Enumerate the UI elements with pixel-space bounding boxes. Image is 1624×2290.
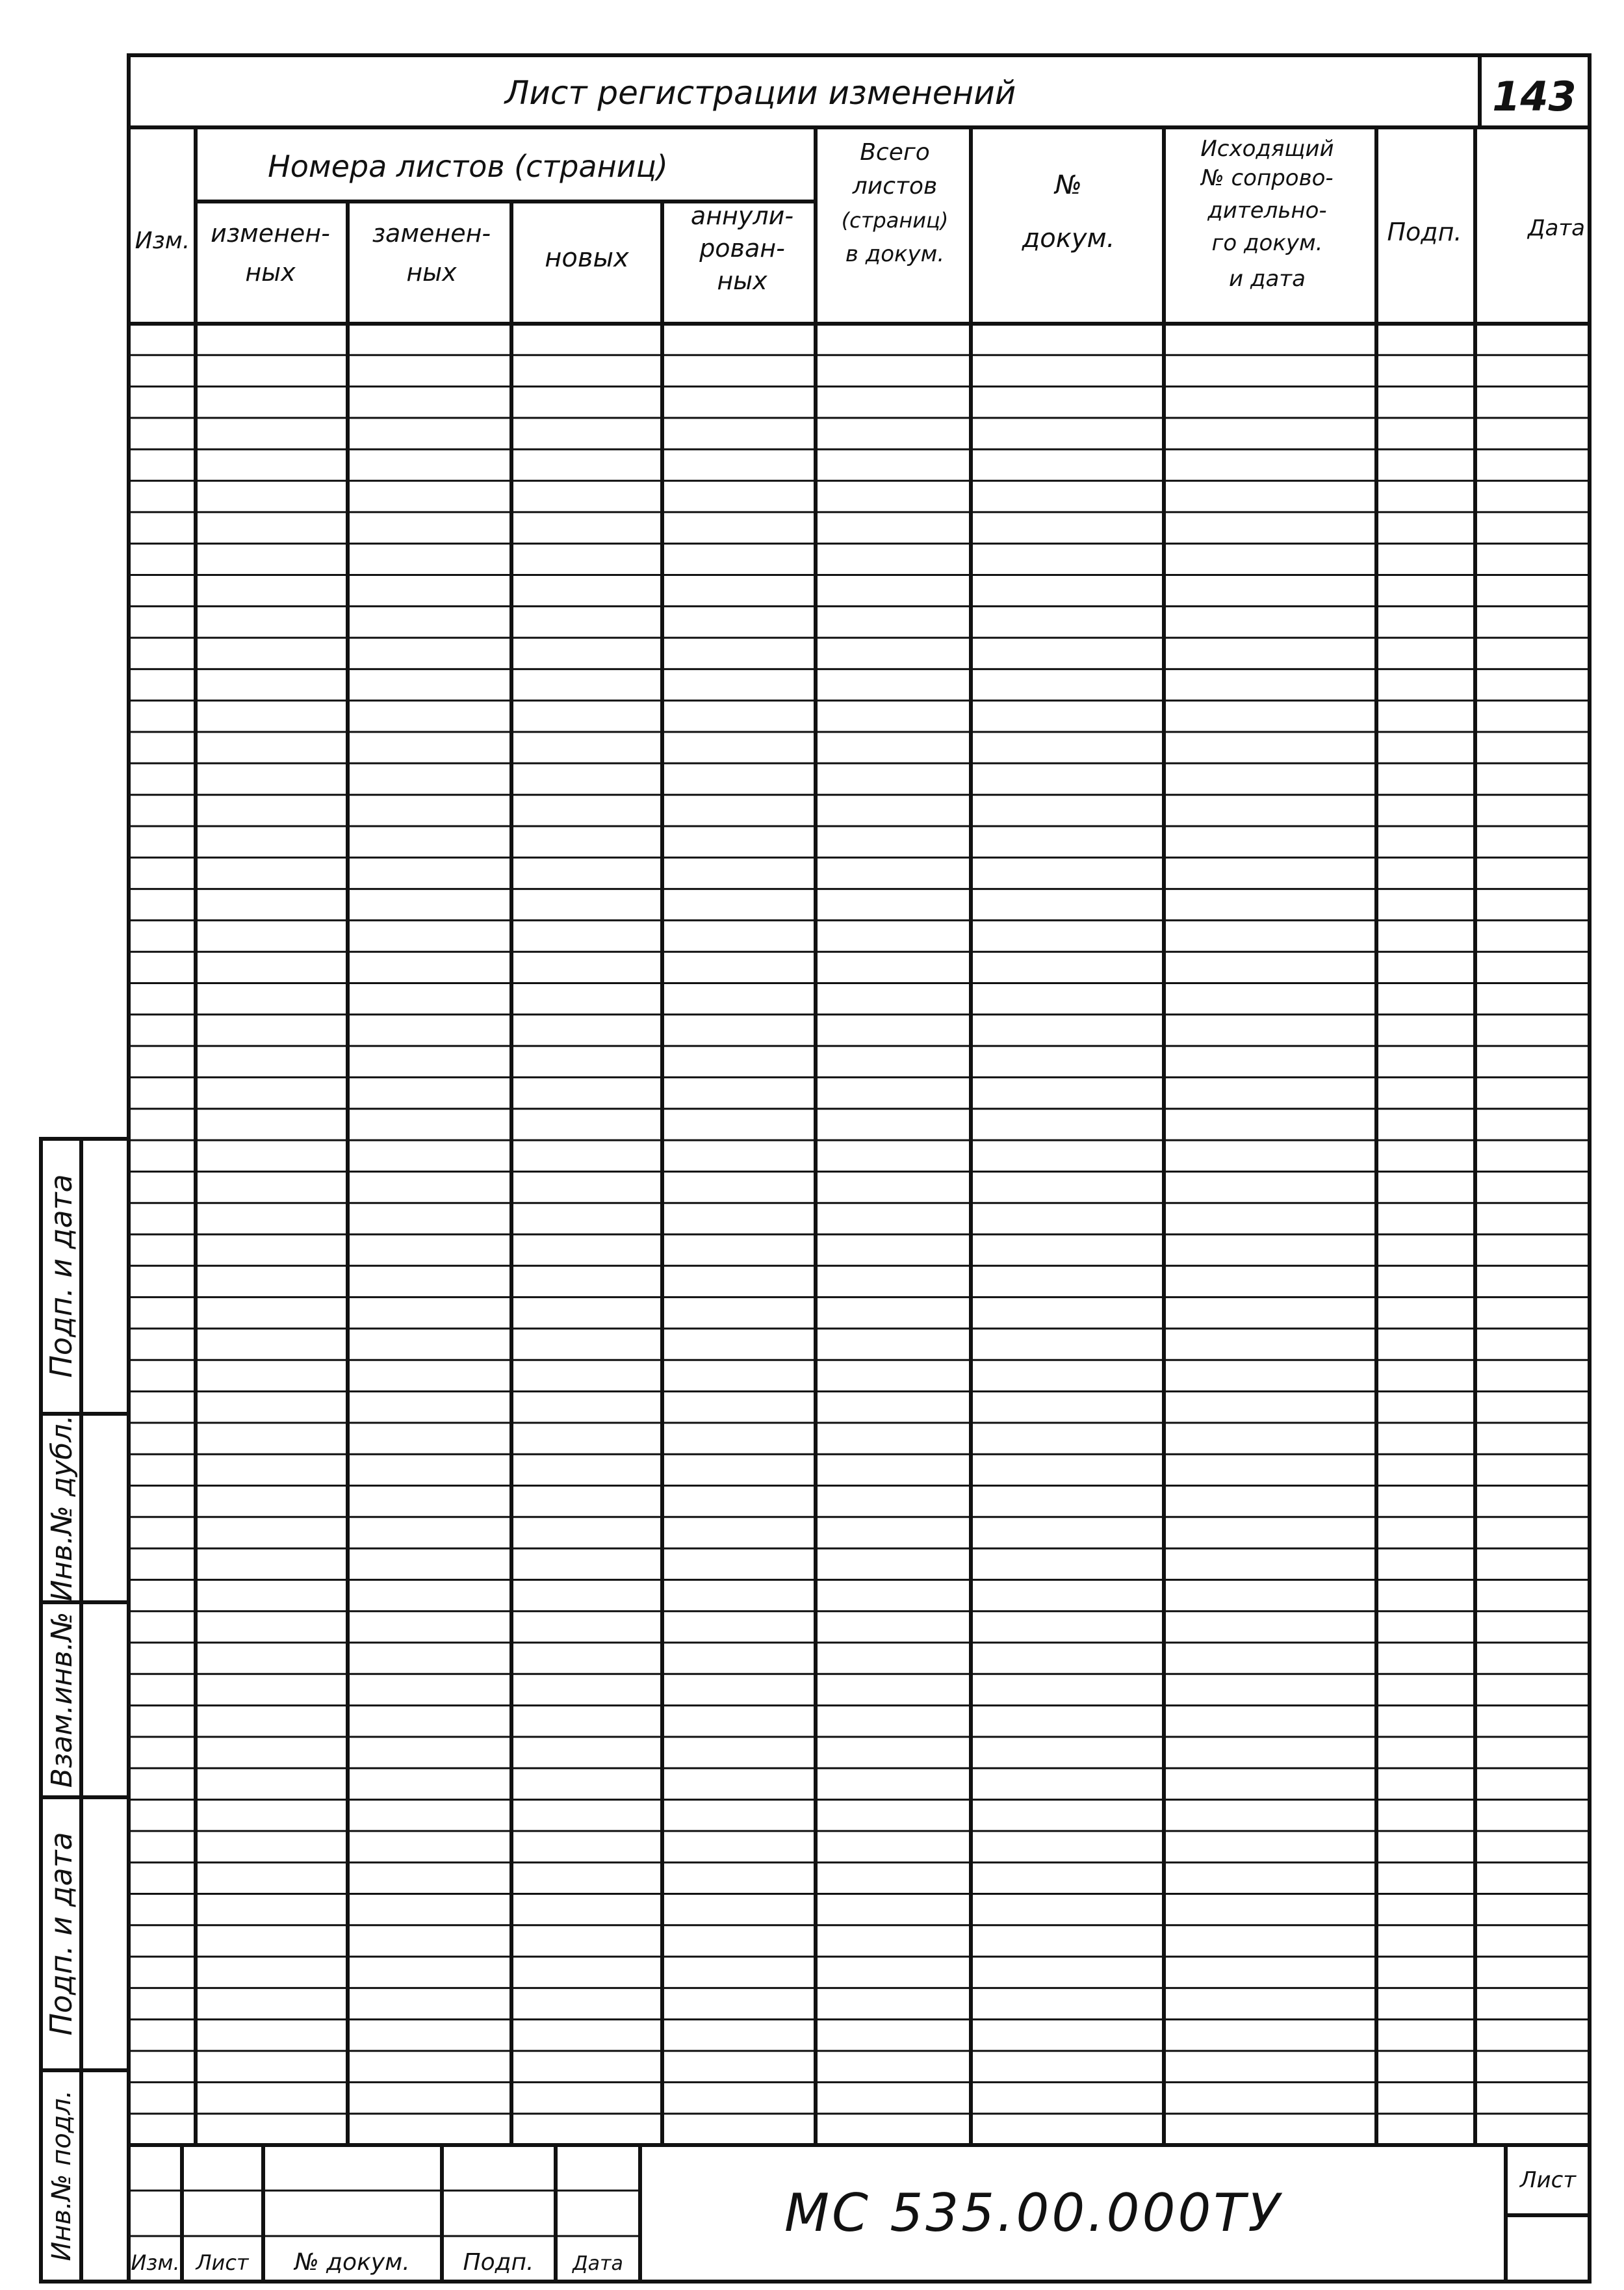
column-lines [196, 127, 1475, 2145]
side-stamp-inv-dubl: Инв.№ дубл. [45, 1414, 79, 1602]
side-stamp-podp-data-1: Подп. и дата [44, 1832, 79, 2036]
header-col-annulled-2: рован- [699, 234, 785, 263]
tb-label-data: Дата [573, 2252, 623, 2275]
page-number: 143 [1492, 73, 1577, 120]
header-col-new: новых [545, 243, 629, 273]
side-stamp-inv-podl: Инв.№ подл. [47, 2090, 77, 2261]
header-col-incoming-4: го докум. [1211, 230, 1323, 256]
tb-label-doc-num: № докум. [294, 2249, 410, 2276]
document-designation: МС 535.00.000ТУ [784, 2183, 1282, 2243]
tb-label-podp: Подп. [463, 2249, 534, 2276]
header-col-docnum-1: № [1055, 170, 1082, 200]
header-col-replaced-2: ных [406, 258, 457, 287]
header-col-docnum-2: докум. [1022, 224, 1115, 254]
header-group-label: Номера листов (страниц) [268, 149, 668, 184]
header-col-total-2: листов [852, 173, 938, 200]
header-col-incoming-5: и дата [1229, 266, 1306, 292]
header-col-date: Дата [1527, 215, 1586, 241]
side-stamp-vzam-inv: Взам.инв.№ [45, 1611, 79, 1788]
sheet-title: Лист регистрации изменений [504, 74, 1016, 112]
header-col-total-1: Всего [860, 139, 930, 166]
header-col-total-3: (страниц) [841, 208, 949, 233]
header-col-incoming-3: дительно- [1207, 198, 1327, 224]
tb-label-izm: Изм. [131, 2250, 180, 2275]
header-col-izm: Изм. [135, 228, 190, 254]
header-col-total-4: в докум. [845, 241, 945, 267]
header-col-incoming-1: Исходящий [1200, 136, 1334, 162]
title-block-rows [129, 2191, 640, 2236]
header-col-changed-1: изменен- [211, 219, 330, 248]
header-col-changed-2: ных [245, 258, 296, 287]
header-col-annulled-3: ных [717, 267, 767, 295]
sheet-label: Лист [1519, 2167, 1577, 2193]
header-col-sign: Подп. [1387, 218, 1462, 246]
header-col-annulled-1: аннули- [690, 202, 794, 230]
tb-label-list: Лист [196, 2250, 249, 2275]
header-col-incoming-2: № сопрово- [1201, 165, 1334, 191]
side-stamp-podp-data-2: Подп. и дата [44, 1174, 79, 1378]
header-col-replaced-1: заменен- [372, 219, 491, 248]
